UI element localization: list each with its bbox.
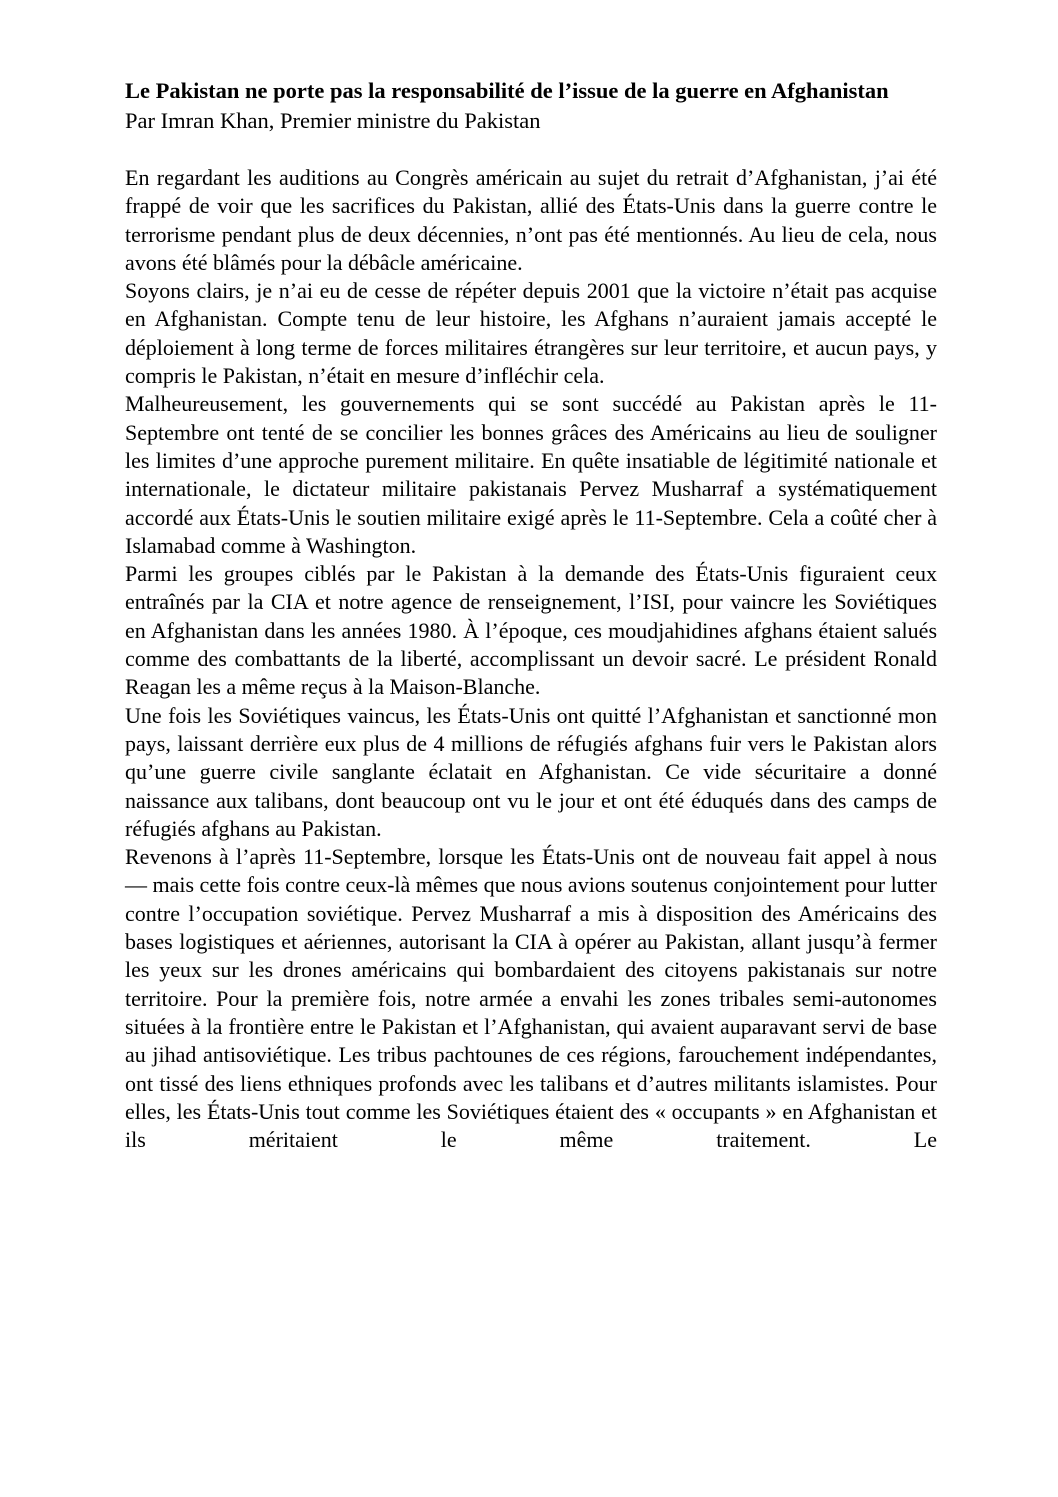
document-page [125,75,937,1154]
article-header [125,75,937,136]
article-body [125,164,937,1154]
article-paragraph-6: Revenons à l’après 11-Septembre, lorsque les États-Unis ont de nouveau fait appel à nous — mais cette fois contre ceux-là mêmes que nous avions soutenus conjointement pour lutter contre l’occupation soviétique. Pervez Musharraf a mis à disposition des Américains des bases logistiques et aériennes, autorisant la CIA à opérer au Pakistan, allant jusqu’à fermer les yeux sur les drones américains qui bombardaient des citoyens pakistanais sur notre territoire. Pour la première fois, notre armée a envahi les zones tribales semi-autonomes situées à la frontière entre le Pakistan et l’Afghanistan, qui avaient auparavant servi de base au jihad antisoviétique. Les tribus pachtounes de ces régions, farouchement indépendantes, ont tissé des liens ethniques profonds avec les talibans et d’autres militants islamistes. Pour elles, les États-Unis tout comme les Soviétiques étaient des « occupants » en Afghanistan et ils méritaient le même traitement. Le [125,844,937,1153]
article-paragraph-1: En regardant les auditions au Congrès américain au sujet du retrait d’Afghanistan, j’ai été frappé de voir que les sacrifices du Pakistan, allié des États-Unis dans la guerre contre le terrorisme pendant plus de deux décennies, n’ont pas été mentionnés. Au lieu de cela, nous avons été blâmés pour la débâcle américaine. [125,165,937,275]
article-byline: Par Imran Khan, Premier ministre du Pakistan [125,108,541,133]
article-paragraph-5: Une fois les Soviétiques vaincus, les États-Unis ont quitté l’Afghanistan et sanctionné mon pays, laissant derrière eux plus de 4 millions de réfugiés afghans fuir vers le Pakistan alors qu’une guerre civile sanglante éclatait en Afghanistan. Ce vide sécuritaire a donné naissance aux talibans, dont beaucoup ont vu le jour et ont été éduqués dans des camps de réfugiés afghans au Pakistan. [125,702,937,841]
article-paragraph-4: Parmi les groupes ciblés par le Pakistan à la demande des États-Unis figuraient ceux entraînés par la CIA et notre agence de renseignement, l’ISI, pour vaincre les Soviétiques en Afghanistan dans les années 1980. À l’époque, ces moudjahidines afghans étaient salués comme des combattants de la liberté, accomplissant un devoir sacré. Le président Ronald Reagan les a même reçus à la Maison-Blanche. [125,561,937,700]
article-title: Le Pakistan ne porte pas la responsabilité de l’issue de la guerre en Afghanistan [125,78,889,103]
article-paragraph-2: Soyons clairs, je n’ai eu de cesse de répéter depuis 2001 que la victoire n’était pas acquise en Afghanistan. Compte tenu de leur histoire, les Afghans n’auraient jamais accepté le déploiement à long terme de forces militaires étrangères sur leur territoire, et aucun pays, y compris le Pakistan, n’était en mesure d’infléchir cela. [125,278,937,389]
article-paragraph-3: Malheureusement, les gouvernements qui se sont succédé au Pakistan après le 11-Septembre ont tenté de se concilier les bonnes grâces des Américains au lieu de souligner les limites d’une approche purement militaire. En quête insatiable de légitimité nationale et internationale, le dictateur militaire pakistanais Pervez Musharraf a systématiquement accordé aux États-Unis le soutien militaire exigé après le 11-Septembre. Cela a coûté cher à Islamabad comme à Washington. [125,391,937,558]
